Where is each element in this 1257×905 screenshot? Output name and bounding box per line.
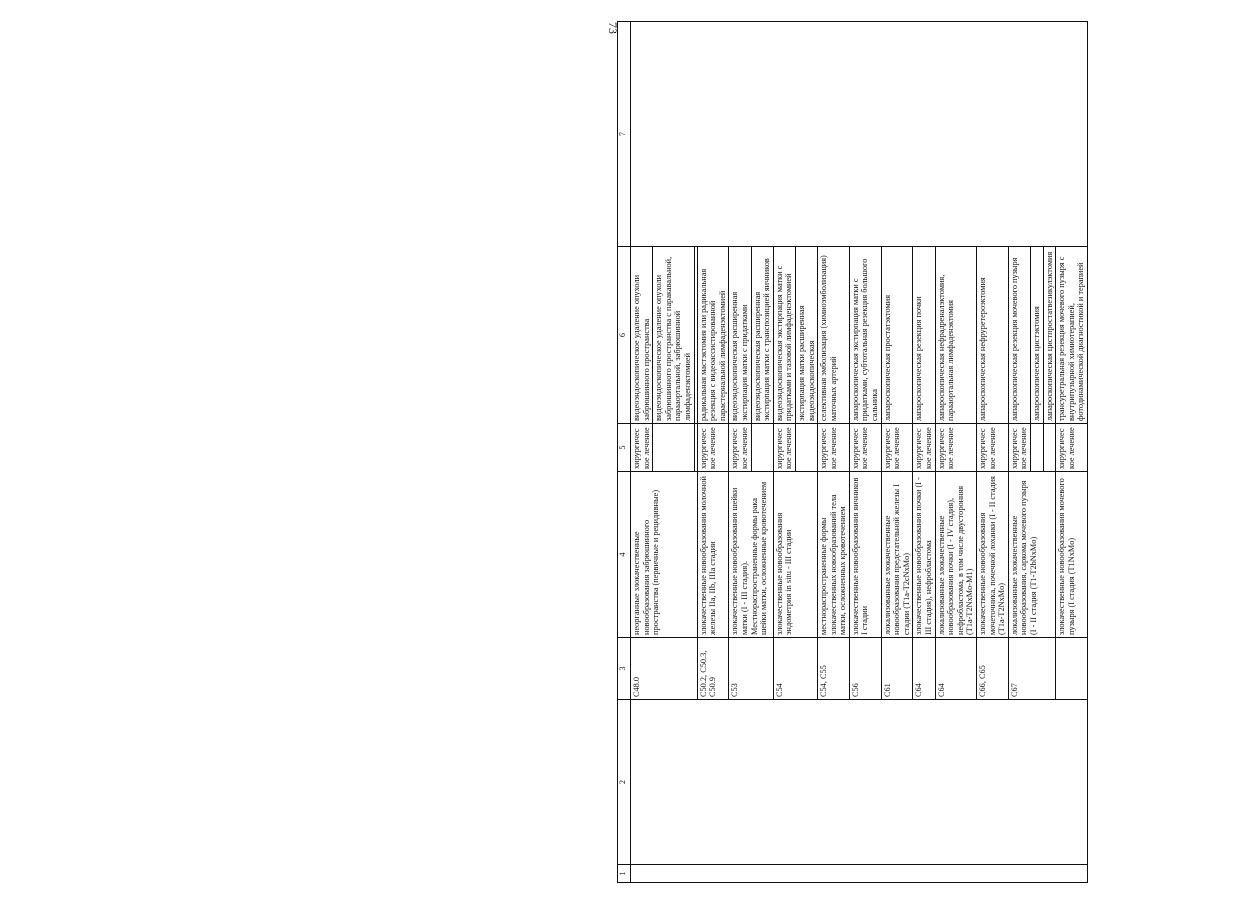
treatment-cell: хирургическое лечение <box>773 424 795 472</box>
disease-cell: злокачественные новообразования эндометрия in situ - III стадии <box>773 472 817 638</box>
icd-code-cell <box>1056 638 1088 700</box>
method-cell: видеоэндоскопическое удаление опухоли забрюшинного пространства с паракавальной, парааортальной, забрюшинной лимфаденэктомией <box>653 247 694 424</box>
icd-code-cell: C50.2, C50.3, C50.9 <box>697 638 729 700</box>
disease-cell: злокачественные новообразования яичников I стадии <box>849 472 881 638</box>
disease-cell: злокачественные новообразования молочной железы IIa, IIb, IIIa стадии <box>697 472 729 638</box>
treatment-cell: хирургическое лечение <box>849 424 881 472</box>
icd-code-cell: C54, C55 <box>818 638 850 700</box>
treatment-cell <box>795 424 817 472</box>
rotated-page <box>617 0 1257 883</box>
treatment-cell <box>751 424 773 472</box>
col1-cell <box>631 865 1088 883</box>
column-header: 1 <box>618 865 631 883</box>
page-number: 73 <box>606 22 620 34</box>
icd-code-cell: C54 <box>773 638 817 700</box>
treatment-cell <box>1030 424 1043 472</box>
column-header: 3 <box>618 638 631 700</box>
column-header: 2 <box>618 700 631 865</box>
disease-cell: локализованные злокачественные новообразования почки (I - IV стадия), нефробластома, в том числе двусторонняя (T1a-T2NxMo-M1) <box>935 472 976 638</box>
column-header: 7 <box>618 22 631 247</box>
column-header: 4 <box>618 472 631 638</box>
treatment-cell: хирургическое лечение <box>977 424 1009 472</box>
icd-code-cell: C66, C65 <box>977 638 1009 700</box>
column-header: 6 <box>618 247 631 424</box>
header-row <box>618 22 631 883</box>
method-cell: трансуретральная резекция мочевого пузыря с внутрипузырной химиотерапией, фотодинамической диагностикой и терапией <box>1056 247 1088 424</box>
disease-cell: злокачественные новообразования мочеточника, почечной лоханки (I - II стадия (T1a-T2NxMo) <box>977 472 1009 638</box>
disease-cell: локализованные злокачественные новообразования предстательной железы I стадии (T1a-T2cNxMo) <box>881 472 913 638</box>
method-cell: видеоэндоскопическая расширенная экстирпация матки с транспозицией яичников <box>751 247 773 424</box>
treatment-cell: хирургическое лечение <box>935 424 976 472</box>
treatment-cell: хирургическое лечение <box>1008 424 1030 472</box>
icd-code-cell: C64 <box>935 638 976 700</box>
icd-code-cell: C53 <box>729 638 773 700</box>
col7-cell <box>631 22 1088 247</box>
treatment-cell: хирургическое лечение <box>631 424 653 472</box>
method-cell: радикальная мастэктомия или радикальная резекция с видеоассистированной парастернальной лимфаденэктомией <box>697 247 729 424</box>
method-cell: лапароскопическая цистэктомия <box>1030 247 1043 424</box>
treatment-cell: хирургическое лечение <box>729 424 751 472</box>
disease-cell: злокачественные новообразования шейки матки (I - III стадия). Местнораспространенные формы рака шейки матки, осложненные кровотечением <box>729 472 773 638</box>
method-cell: лапароскопическая резекция мочевого пузыря <box>1008 247 1030 424</box>
treatment-table <box>617 21 1088 883</box>
icd-code-cell: C61 <box>881 638 913 700</box>
method-cell: видеоэндоскопическая экстирпация матки с придатками и тазовой лимфаденэктомией <box>773 247 795 424</box>
disease-cell: локализованные злокачественные новообразования, саркома мочевого пузыря (I - II стадия (T1-T2bNxMo) <box>1008 472 1055 638</box>
disease-cell: местнораспространенные формы злокачественных новообразований тела матки, осложненных кровотечением <box>818 472 850 638</box>
method-cell: лапароскопическая экстирпация матки с придатками, субтотальная резекция большого сальника <box>849 247 881 424</box>
treatment-cell <box>653 424 694 472</box>
treatment-cell: хирургическое лечение <box>818 424 850 472</box>
method-cell: видеоэндоскопическое удаление опухоли забрюшинного пространства <box>631 247 653 424</box>
method-cell: видеоэндоскопическая расширенная экстирпация матки с придатками <box>729 247 751 424</box>
icd-code-cell: C64 <box>913 638 935 700</box>
treatment-cell: хирургическое лечение <box>697 424 729 472</box>
treatment-cell: хирургическое лечение <box>1056 424 1088 472</box>
treatment-cell: хирургическое лечение <box>881 424 913 472</box>
icd-code-cell: C48.0 <box>631 638 698 700</box>
treatment-cell: хирургическое лечение <box>913 424 935 472</box>
table-row <box>631 22 653 883</box>
icd-code-cell: C67 <box>1008 638 1055 700</box>
method-cell: лапароскопическая простатэктомия <box>881 247 913 424</box>
method-cell: селективная эмболизация (химиоэмболизация) маточных артерий <box>818 247 850 424</box>
method-cell: лапароскопическая нефруретероэктомия <box>977 247 1009 424</box>
method-cell: лапароскопическая нефрадреналэктомия, парааортальная лимфаденэктомия <box>935 247 976 424</box>
icd-code-cell: C56 <box>849 638 881 700</box>
disease-cell: злокачественные новообразования почки (I - III стадия), нефробластома <box>913 472 935 638</box>
method-cell: лапароскопическая цистпростатвезикулэктомия <box>1043 247 1056 424</box>
column-header: 5 <box>618 424 631 472</box>
method-cell: лапароскопическая резекция почки <box>913 247 935 424</box>
disease-cell: злокачественные новообразования мочевого пузыря (I стадия (T1NxMo) <box>1056 472 1088 638</box>
col2-cell <box>631 700 1088 865</box>
table-body <box>631 22 1088 883</box>
disease-cell: неорганные злокачественные новообразования забрюшинного пространства (первичные и рецидивные) <box>631 472 698 638</box>
treatment-cell <box>1043 424 1056 472</box>
method-cell: экстирпация матки расширенная видеоэндоскопическая <box>795 247 817 424</box>
